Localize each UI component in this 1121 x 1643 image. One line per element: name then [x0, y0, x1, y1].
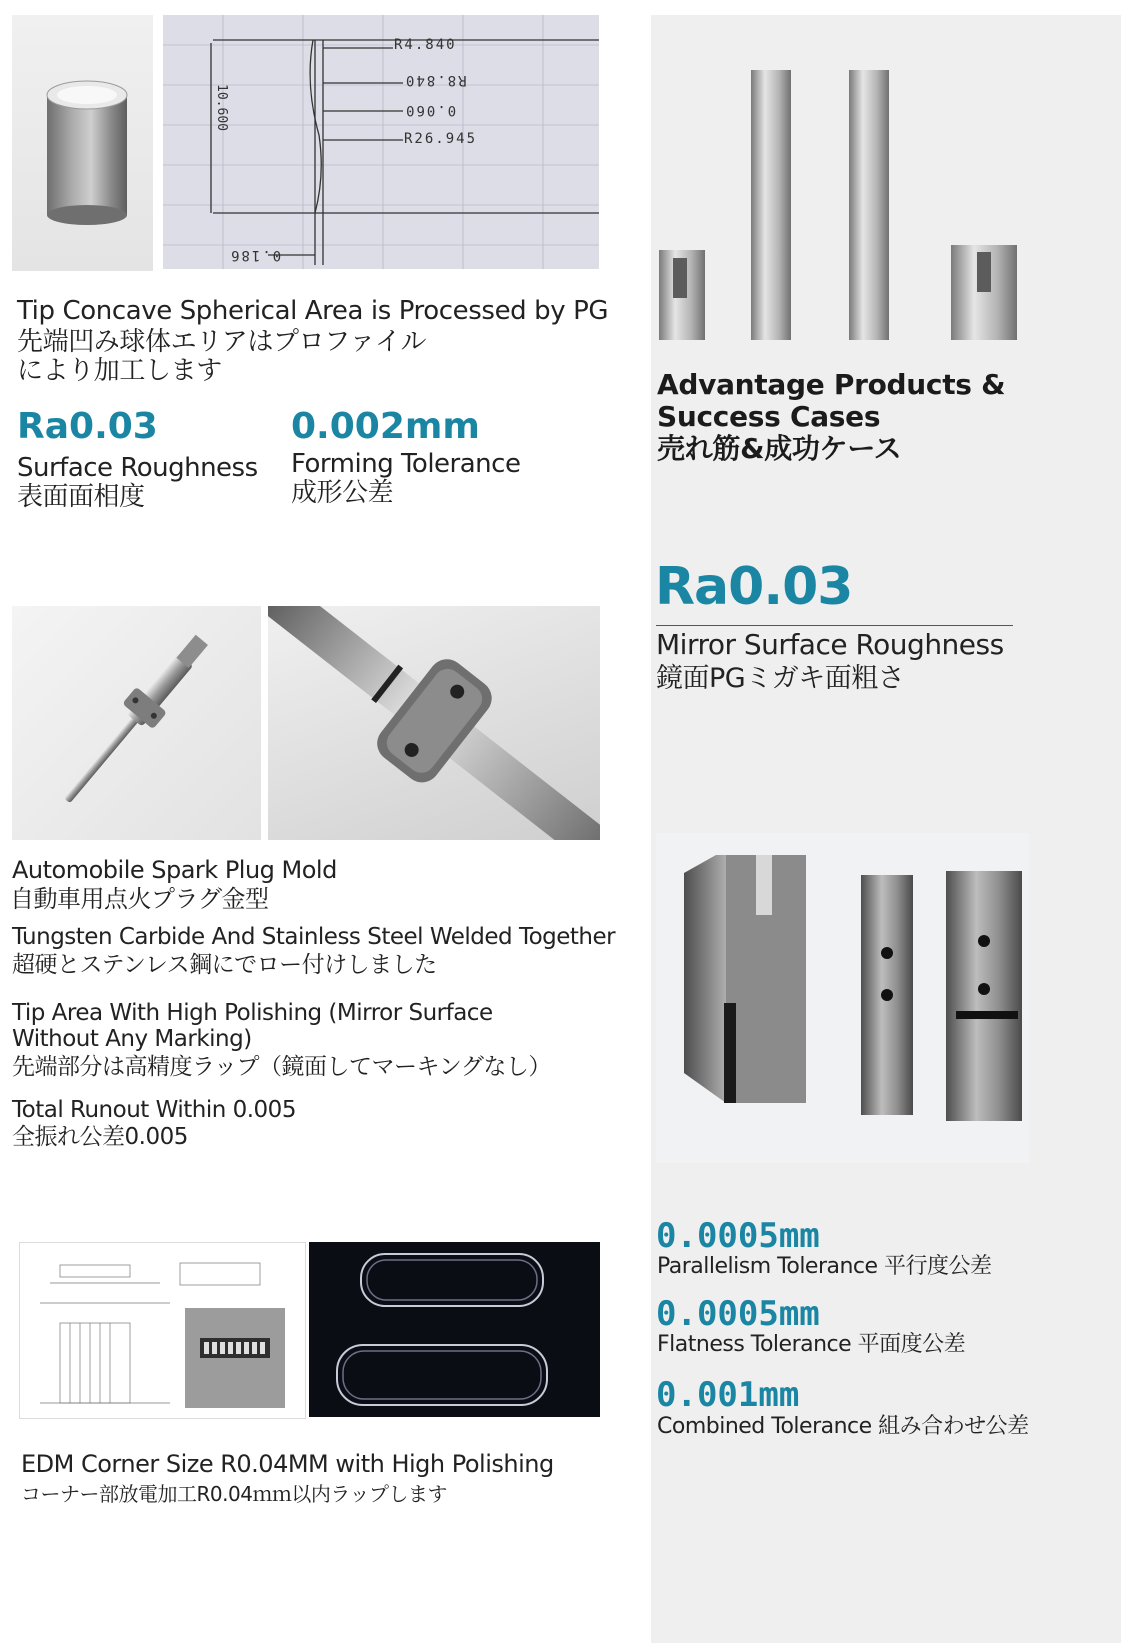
drawing-label-10600: 10.600: [213, 84, 229, 131]
section2-line3-ja: 先端部分は高精度ラップ（鏡面してマーキングなし）: [12, 1054, 551, 1080]
right-big-value: Ra0.03: [655, 557, 853, 617]
drawing-label-r4840: R4.840: [394, 37, 457, 53]
parallelism-label: Parallelism Tolerance 平行度公差: [657, 1254, 992, 1279]
section3-title: EDM Corner Size R0.04MM with High Polishing: [21, 1450, 554, 1478]
section3-title-ja: コーナー部放電加工R0.04ｍｍ以内ラップします: [21, 1482, 448, 1506]
drawing-label-0186: 0.186: [229, 247, 282, 263]
section2-line2: Tungsten Carbide And Stainless Steel Welded Together: [12, 924, 616, 950]
stat-surface-roughness-label: Surface Roughness: [17, 453, 258, 483]
section1-heading-line2: 先端凹み球体エリアはプロファイル: [17, 327, 427, 357]
edm-microscope-photo: [309, 1242, 600, 1417]
spark-plug-mold-photo-2: [268, 606, 600, 840]
stat-surface-roughness-value: Ra0.03: [17, 406, 158, 447]
right-heading-line2: Success Cases: [657, 400, 881, 433]
drawing-label-r26945: R26.945: [404, 131, 478, 147]
spark-plug-mold-photo-1: [12, 606, 261, 840]
drawing-label-r8840: R8.840: [404, 72, 467, 88]
section2-line3a: Tip Area With High Polishing (Mirror Surface: [12, 1000, 493, 1026]
stat-surface-roughness-label-ja: 表面面相度: [17, 482, 145, 512]
combined-label: Combined Tolerance 組み合わせ公差: [657, 1414, 1029, 1439]
section2-line4-ja: 全振れ公差0.005: [12, 1124, 188, 1150]
right-divider: [656, 625, 1013, 626]
punch-products-photo: [651, 60, 1071, 350]
edm-drawing-photo: [19, 1242, 306, 1419]
section1-heading-line1: Tip Concave Spherical Area is Processed by PG: [17, 296, 609, 326]
section1-heading-line3: により加工します: [17, 356, 222, 386]
cylinder-photo: [12, 15, 153, 271]
section2-title-ja: 自動車用点火プラグ金型: [10, 885, 269, 913]
section2-line4: Total Runout Within 0.005: [12, 1097, 296, 1123]
technical-drawing-photo: [163, 15, 599, 269]
stat-forming-tolerance-value: 0.002mm: [291, 406, 480, 447]
stat-forming-tolerance-label-ja: 成形公差: [291, 478, 394, 508]
parallelism-value: 0.0005mm: [656, 1216, 820, 1256]
section2-title: Automobile Spark Plug Mold: [12, 856, 337, 884]
right-heading-line1: Advantage Products &: [657, 368, 1006, 401]
section2-line3b: Without Any Marking): [12, 1026, 252, 1052]
right-heading-line3: 売れ筋&成功ケース: [657, 432, 902, 465]
stat-forming-tolerance-label: Forming Tolerance: [291, 449, 521, 479]
right-big-label-ja: 鏡面PGミガキ面粗さ: [656, 663, 905, 694]
right-big-label: Mirror Surface Roughness: [656, 628, 1004, 661]
flatness-label: Flatness Tolerance 平面度公差: [657, 1332, 966, 1357]
combined-blocks-photo: [656, 833, 1029, 1163]
section2-line2-ja: 超硬とステンレス鋼にでロー付けしました: [12, 952, 437, 978]
flatness-value: 0.0005mm: [656, 1294, 820, 1334]
combined-value: 0.001mm: [656, 1375, 800, 1415]
drawing-label-0060: 0.060: [404, 102, 457, 118]
